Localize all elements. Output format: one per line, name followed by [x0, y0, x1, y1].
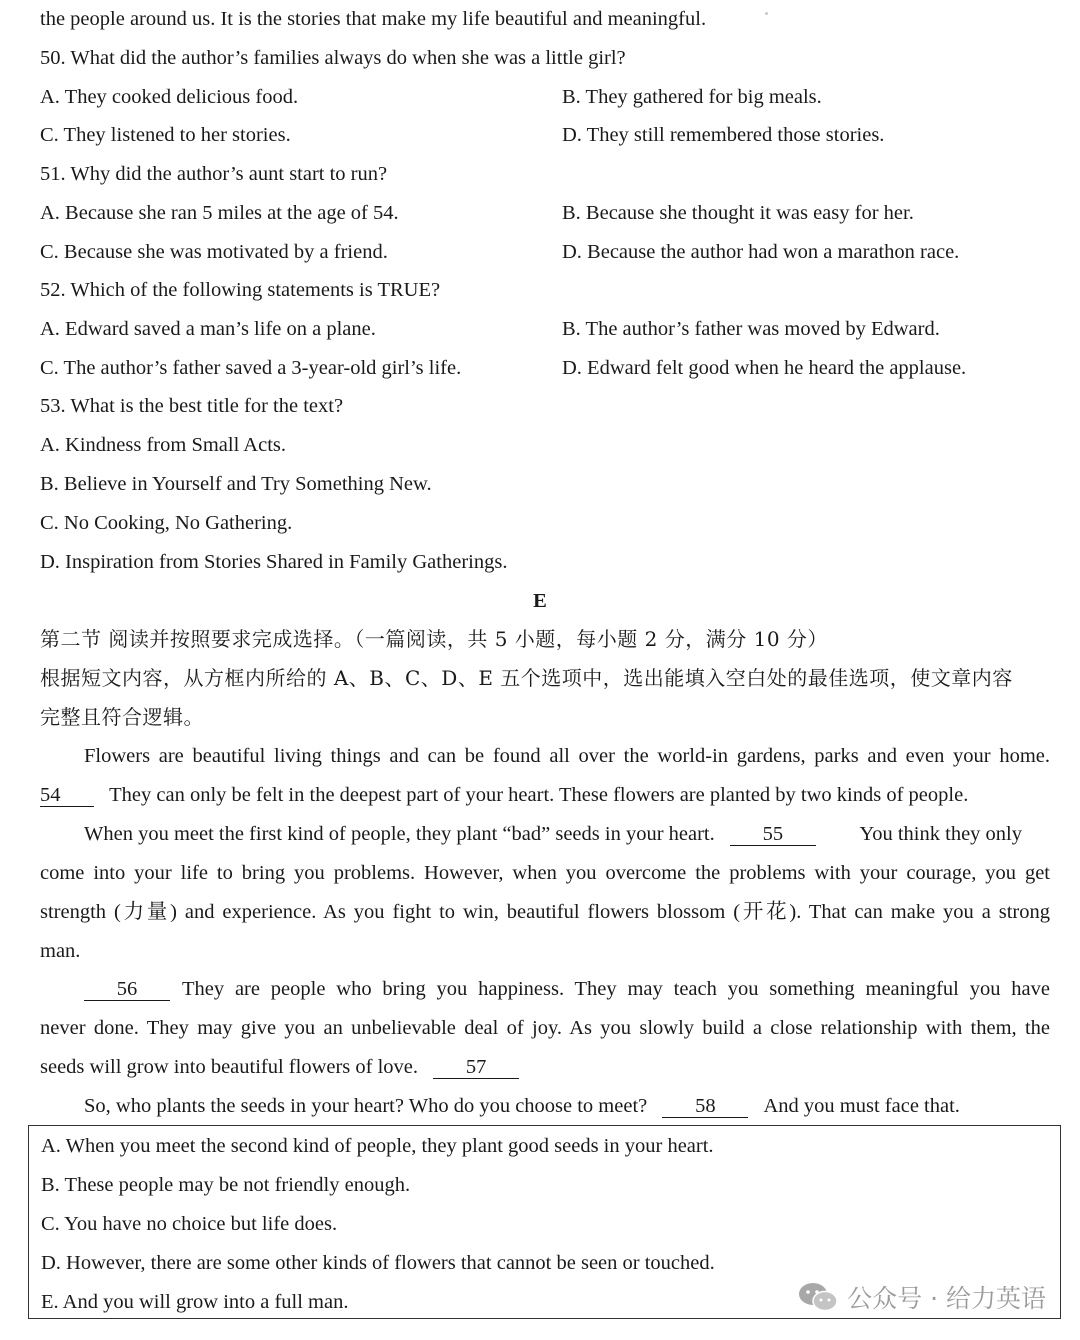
question-52-option-c: C. The author’s father saved a 3-year-old girl’s life.	[40, 357, 462, 379]
question-51-options-row-2	[40, 239, 1050, 265]
question-51-option-d: D. Because the author had won a marathon race.	[562, 241, 960, 263]
question-53-stem: 53. What is the best title for the text?	[40, 395, 344, 417]
passage-p2-line-1-end: You think they only	[859, 823, 1022, 845]
passage-p4-line-1-end: And you must face that.	[763, 1095, 960, 1117]
passage-p4-line-1-text: So, who plants the seeds in your heart? Who do you choose to meet?	[84, 1095, 648, 1117]
passage-p3-line-1	[84, 976, 1050, 1002]
question-50-stem: 50. What did the author’s families always do when she was a little girl?	[40, 47, 626, 69]
question-50-option-a: A. They cooked delicious food.	[40, 86, 299, 108]
passage-p3-line-3-text: seeds will grow into beautiful flowers of love.	[40, 1056, 419, 1078]
passage-p3-line-2: never done. They may give you an unbelievable deal of joy. As you slowly build a close relationship with them, the	[40, 1017, 1050, 1039]
section-header: 第二节 阅读并按照要求完成选择。（一篇阅读，共 5 小题，每小题 2 分，满分 10 分）	[40, 627, 828, 651]
passage-p2-line-2: come into your life to bring you problems. However, when you overcome the problems with your courage, you get	[40, 862, 1050, 884]
passage-p2-line-1	[84, 821, 1052, 847]
watermark-text: 公众号 · 给力英语	[847, 1284, 1046, 1313]
question-51-option-c: C. Because she was motivated by a friend.	[40, 241, 388, 263]
question-53-option-a: A. Kindness from Small Acts.	[40, 434, 286, 456]
question-50-option-d: D. They still remembered those stories.	[562, 124, 885, 146]
question-52-options-row-1	[40, 316, 1050, 342]
box-option-a: A. When you meet the second kind of people, they plant good seeds in your heart.	[41, 1135, 714, 1157]
box-option-d: D. However, there are some other kinds of flowers that cannot be seen or touched.	[41, 1252, 715, 1274]
question-50-options-row-2	[40, 122, 1050, 148]
question-53-option-d: D. Inspiration from Stories Shared in Family Gatherings.	[40, 551, 508, 573]
instruction-line-2: 完整且符合逻辑。	[40, 705, 204, 729]
question-53-option-b: B. Believe in Yourself and Try Something New.	[40, 473, 432, 495]
question-51-options-row-1	[40, 200, 1050, 226]
box-option-e: E. And you will grow into a full man.	[41, 1291, 349, 1313]
question-51-option-b: B. Because she thought it was easy for her.	[562, 202, 914, 224]
question-52-option-b: B. The author’s father was moved by Edward.	[562, 318, 940, 340]
passage-p2-line-1-text: When you meet the first kind of people, they plant “bad” seeds in your heart.	[84, 823, 715, 845]
question-50-option-b: B. They gathered for big meals.	[562, 86, 822, 108]
question-53-option-c: C. No Cooking, No Gathering.	[40, 512, 293, 534]
question-51-stem: 51. Why did the author’s aunt start to run?	[40, 163, 388, 185]
section-letter: E	[533, 590, 547, 612]
question-52-option-d: D. Edward felt good when he heard the applause.	[562, 357, 967, 379]
passage-p3-line-3	[40, 1054, 1052, 1080]
passage-p2-line-4: man.	[40, 940, 81, 962]
blank-58: 58	[662, 1095, 748, 1118]
passage-p4-line-1	[84, 1093, 1052, 1119]
wechat-icon	[797, 1281, 839, 1313]
blank-54: 54	[40, 784, 94, 807]
wechat-watermark	[797, 1280, 1046, 1314]
passage-p1-line-2-text: They can only be felt in the deepest part of your heart. These flowers are planted by two kinds of people.	[109, 784, 969, 806]
question-51-option-a: A. Because she ran 5 miles at the age of 54.	[40, 202, 399, 224]
box-option-b: B. These people may be not friendly enough.	[41, 1174, 411, 1196]
passage-p1-line-2	[40, 782, 1052, 808]
question-52-stem: 52. Which of the following statements is TRUE?	[40, 279, 441, 301]
question-50-option-c: C. They listened to her stories.	[40, 124, 291, 146]
blank-55: 55	[730, 823, 816, 846]
blank-56: 56	[84, 978, 170, 1001]
passage-p2-line-3: strength (力量) and experience. As you fight to win, beautiful flowers blossom (开花). That can make you a strong	[40, 901, 1050, 923]
box-option-c: C. You have no choice but life does.	[41, 1213, 338, 1235]
question-52-options-row-2	[40, 355, 1050, 381]
passage-p1-line-1: Flowers are beautiful living things and can be found all over the world-in gardens, parks and even your home.	[84, 745, 1050, 767]
blank-57: 57	[433, 1056, 519, 1079]
question-52-option-a: A. Edward saved a man’s life on a plane.	[40, 318, 376, 340]
instruction-line-1: 根据短文内容，从方框内所给的 A、B、C、D、E 五个选项中，选出能填入空白处的最佳选项，使文章内容	[40, 666, 1013, 690]
question-50-options-row-1	[40, 84, 1050, 110]
passage-p3-line-1-text: They are people who bring you happiness. They may teach you something meaningful you have	[182, 978, 1050, 1000]
passage-tail-line: the people around us. It is the stories that make my life beautiful and meaningful.	[40, 8, 707, 30]
